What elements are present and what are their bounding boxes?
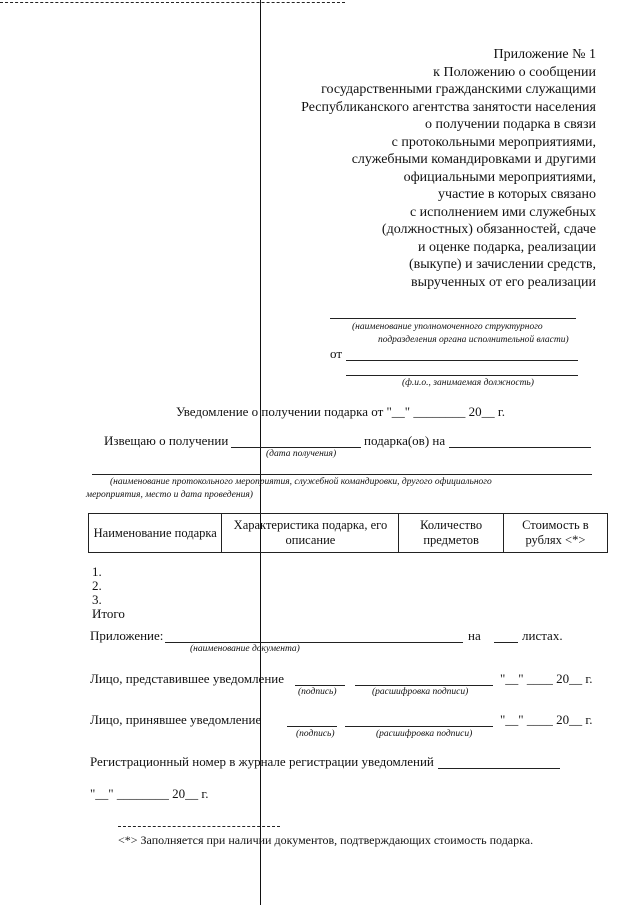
recipient-caption-2: подразделения органа исполнительной власти)	[378, 335, 569, 345]
header-line: (должностных) обязанностей, сдаче	[381, 222, 596, 237]
date-received-line[interactable]	[231, 447, 361, 448]
header-line: и оценке подарка, реализации	[417, 239, 596, 255]
appendix-header	[236, 46, 596, 291]
submitted-sig-caption: (подпись)	[298, 687, 337, 697]
from-line[interactable]	[346, 360, 578, 361]
position-line[interactable]	[346, 375, 578, 376]
header-line: Приложение № 1	[493, 47, 596, 62]
col-header-name: Наименование подарка	[89, 514, 222, 553]
received-decode-caption: (расшифровка подписи)	[376, 729, 473, 739]
submitted-label: Лицо, представившее уведомление	[90, 671, 285, 686]
received-sig-caption: (подпись)	[296, 729, 335, 739]
position-caption: (ф.и.о., занимаемая должность)	[402, 378, 534, 388]
table-row: 2.	[92, 578, 102, 593]
col-header-description: Характеристика подарка, его описание	[222, 514, 399, 553]
received-date: "__" ____ 20__ г.	[500, 712, 593, 727]
submitted-decode-line[interactable]	[355, 685, 493, 686]
received-label: Лицо, принявшее уведомление	[90, 712, 262, 727]
header-line: о получении подарка в связи	[425, 117, 596, 132]
header-line: государственными гражданскими служащими	[321, 82, 596, 97]
header-line: служебными командировками и другими	[351, 152, 596, 167]
registration-date: "__" ________ 20__ г.	[90, 786, 209, 801]
header-line: участие в которых связано	[438, 187, 596, 202]
event-line[interactable]	[449, 447, 591, 448]
footnote-separator	[118, 826, 280, 827]
header-line: к Положению о сообщении	[433, 64, 596, 80]
appendix-label: Приложение:	[90, 628, 164, 643]
submitted-signature-line[interactable]	[295, 685, 345, 686]
recipient-line[interactable]	[330, 318, 576, 319]
received-signature-line[interactable]	[287, 726, 337, 727]
appendix-sheets: листах.	[522, 628, 563, 643]
submitted-date: "__" ____ 20__ г.	[500, 671, 593, 686]
header-line: с протокольными мероприятиями,	[391, 134, 596, 150]
scan-top-line	[0, 2, 345, 3]
submitted-decode-caption: (расшифровка подписи)	[372, 687, 469, 697]
inform-label: Извещаю о получении	[104, 433, 229, 448]
footnote-text: <*> Заполняется при наличии документов, подтверждающих стоимость подарка.	[118, 833, 534, 847]
header-line: с исполнением ими служебных	[409, 204, 596, 220]
notice-title: Уведомление о получении подарка от "__" ________ 20__ г.	[176, 404, 505, 419]
table-row: 3.	[92, 592, 102, 607]
registration-label: Регистрационный номер в журнале регистрации уведомлений	[90, 754, 434, 769]
col-header-cost: Стоимость в рублях <*>	[503, 514, 607, 553]
event-full-line[interactable]	[92, 474, 592, 475]
gifts-table	[88, 513, 608, 553]
inform-mid: подарка(ов) на	[364, 433, 446, 448]
event-caption-1: (наименование протокольного мероприятия, служебной командировки, другого официального	[110, 477, 492, 487]
appendix-na: на	[468, 628, 481, 643]
event-caption-2: мероприятия, место и дата проведения)	[86, 490, 253, 500]
received-decode-line[interactable]	[345, 726, 493, 727]
date-caption: (дата получения)	[266, 449, 337, 459]
from-label: от	[330, 346, 343, 361]
appendix-caption: (наименование документа)	[190, 644, 300, 654]
registration-number-line[interactable]	[438, 768, 560, 769]
table-row-total: Итого	[92, 606, 125, 621]
header-line: официальными мероприятиями,	[403, 169, 596, 185]
recipient-caption-1: (наименование уполномоченного структурного	[352, 322, 543, 332]
header-line: вырученных от его реализации	[411, 274, 596, 290]
header-line: (выкупе) и зачислении средств,	[408, 257, 596, 272]
table-row: 1.	[92, 564, 102, 579]
col-header-quantity: Количество предметов	[399, 514, 503, 553]
appendix-sheets-line[interactable]	[494, 642, 518, 643]
header-line: Республиканского агентства занятости населения	[301, 99, 596, 115]
table-header-row	[89, 514, 608, 553]
appendix-document-line[interactable]	[165, 642, 463, 643]
table-rows	[92, 565, 125, 621]
